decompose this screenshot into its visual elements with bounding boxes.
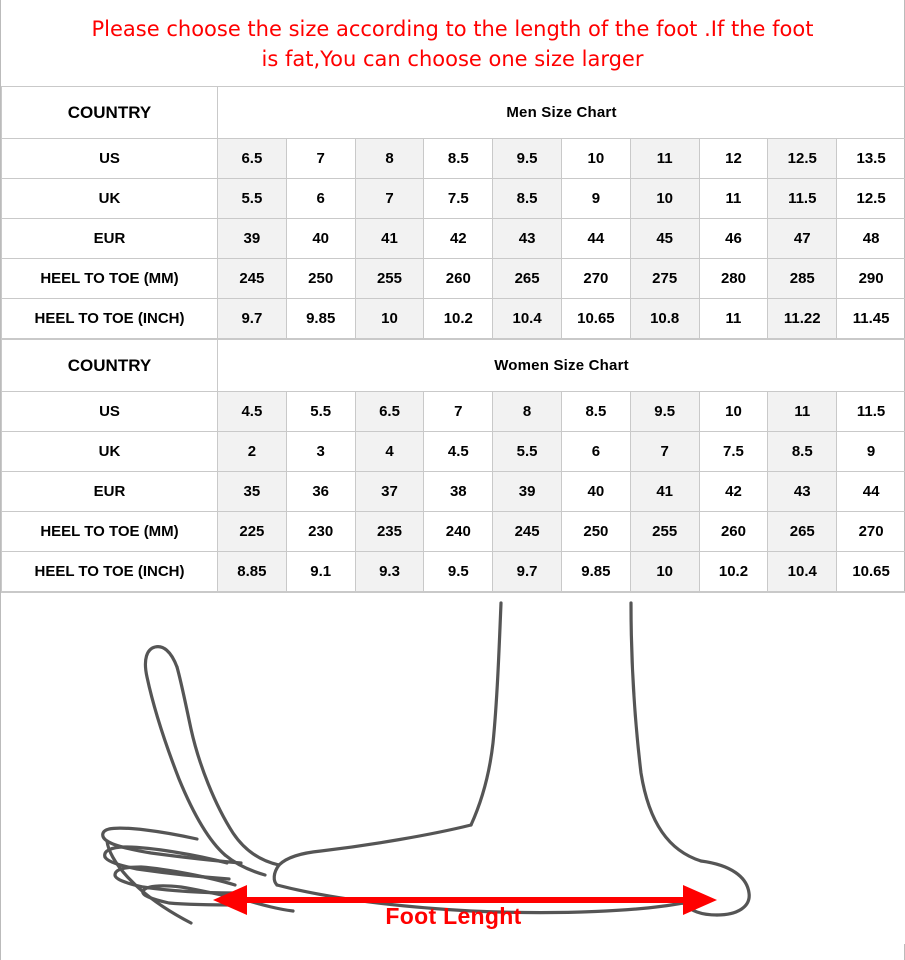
men-table-header-row: [2, 87, 905, 139]
men-mm-4: 265: [493, 259, 562, 299]
women-row-label-uk: UK: [2, 432, 218, 472]
women-uk-2: 4: [355, 432, 424, 472]
women-eur-8: 43: [768, 472, 837, 512]
men-eur-9: 48: [837, 219, 905, 259]
men-us-2: 8: [355, 139, 424, 179]
men-eur-7: 46: [699, 219, 768, 259]
men-us-1: 7: [286, 139, 355, 179]
women-us-5: 8.5: [561, 392, 630, 432]
men-inch-4: 10.4: [493, 299, 562, 339]
women-chart-title: Women Size Chart: [218, 340, 905, 392]
men-row-label-uk: UK: [2, 179, 218, 219]
men-eur-5: 44: [561, 219, 630, 259]
men-eur-6: 45: [630, 219, 699, 259]
women-us-9: 11.5: [837, 392, 905, 432]
women-mm-6: 255: [630, 512, 699, 552]
men-mm-5: 270: [561, 259, 630, 299]
women-eur-3: 38: [424, 472, 493, 512]
men-mm-1: 250: [286, 259, 355, 299]
women-uk-9: 9: [837, 432, 905, 472]
foot-sketch-icon: [1, 593, 905, 944]
women-mm-0: 225: [218, 512, 287, 552]
women-mm-1: 230: [286, 512, 355, 552]
women-uk-3: 4.5: [424, 432, 493, 472]
women-mm-8: 265: [768, 512, 837, 552]
men-us-3: 8.5: [424, 139, 493, 179]
men-eur-2: 41: [355, 219, 424, 259]
women-inch-0: 8.85: [218, 552, 287, 592]
women-eur-5: 40: [561, 472, 630, 512]
men-mm-0: 245: [218, 259, 287, 299]
men-size-table: [1, 86, 905, 339]
men-mm-3: 260: [424, 259, 493, 299]
women-us-4: 8: [493, 392, 562, 432]
table-row: [2, 472, 905, 512]
women-mm-5: 250: [561, 512, 630, 552]
men-uk-0: 5.5: [218, 179, 287, 219]
sizing-notice-line-1: Please choose the size according to the length of the foot .If the foot: [91, 17, 814, 41]
men-mm-8: 285: [768, 259, 837, 299]
men-eur-8: 47: [768, 219, 837, 259]
men-inch-1: 9.85: [286, 299, 355, 339]
women-us-1: 5.5: [286, 392, 355, 432]
women-mm-3: 240: [424, 512, 493, 552]
women-eur-9: 44: [837, 472, 905, 512]
men-mm-9: 290: [837, 259, 905, 299]
women-eur-6: 41: [630, 472, 699, 512]
men-us-5: 10: [561, 139, 630, 179]
women-row-label-heel-mm: HEEL TO TOE (MM): [2, 512, 218, 552]
men-uk-4: 8.5: [493, 179, 562, 219]
table-row: [2, 299, 905, 339]
women-inch-7: 10.2: [699, 552, 768, 592]
women-mm-2: 235: [355, 512, 424, 552]
women-uk-6: 7: [630, 432, 699, 472]
men-uk-7: 11: [699, 179, 768, 219]
men-eur-3: 42: [424, 219, 493, 259]
men-row-label-heel-mm: HEEL TO TOE (MM): [2, 259, 218, 299]
women-eur-2: 37: [355, 472, 424, 512]
men-country-label: COUNTRY: [2, 87, 218, 139]
women-inch-2: 9.3: [355, 552, 424, 592]
women-row-label-us: US: [2, 392, 218, 432]
men-row-label-heel-inch: HEEL TO TOE (INCH): [2, 299, 218, 339]
women-eur-7: 42: [699, 472, 768, 512]
women-uk-0: 2: [218, 432, 287, 472]
women-uk-5: 6: [561, 432, 630, 472]
men-us-0: 6.5: [218, 139, 287, 179]
men-row-label-eur: EUR: [2, 219, 218, 259]
table-row: [2, 512, 905, 552]
women-table-header-row: [2, 340, 905, 392]
table-row: [2, 139, 905, 179]
table-row: [2, 552, 905, 592]
women-inch-4: 9.7: [493, 552, 562, 592]
women-us-6: 9.5: [630, 392, 699, 432]
women-row-label-heel-inch: HEEL TO TOE (INCH): [2, 552, 218, 592]
women-eur-4: 39: [493, 472, 562, 512]
men-uk-9: 12.5: [837, 179, 905, 219]
women-us-7: 10: [699, 392, 768, 432]
women-inch-5: 9.85: [561, 552, 630, 592]
men-eur-4: 43: [493, 219, 562, 259]
women-uk-8: 8.5: [768, 432, 837, 472]
men-mm-7: 280: [699, 259, 768, 299]
foot-length-caption: Foot Lenght: [385, 903, 522, 929]
women-inch-8: 10.4: [768, 552, 837, 592]
women-eur-0: 35: [218, 472, 287, 512]
men-inch-0: 9.7: [218, 299, 287, 339]
men-us-9: 13.5: [837, 139, 905, 179]
men-inch-8: 11.22: [768, 299, 837, 339]
table-row: [2, 392, 905, 432]
men-inch-9: 11.45: [837, 299, 905, 339]
table-row: [2, 432, 905, 472]
women-us-2: 6.5: [355, 392, 424, 432]
men-inch-6: 10.8: [630, 299, 699, 339]
women-size-table: [1, 339, 905, 592]
men-mm-6: 275: [630, 259, 699, 299]
women-us-3: 7: [424, 392, 493, 432]
men-row-label-us: US: [2, 139, 218, 179]
men-uk-5: 9: [561, 179, 630, 219]
men-chart-title: Men Size Chart: [218, 87, 905, 139]
men-inch-5: 10.65: [561, 299, 630, 339]
sizing-notice-line-2: is fat,You can choose one size larger: [261, 47, 644, 71]
men-uk-1: 6: [286, 179, 355, 219]
men-us-6: 11: [630, 139, 699, 179]
men-us-8: 12.5: [768, 139, 837, 179]
men-inch-3: 10.2: [424, 299, 493, 339]
men-mm-2: 255: [355, 259, 424, 299]
women-mm-4: 245: [493, 512, 562, 552]
women-us-8: 11: [768, 392, 837, 432]
women-uk-4: 5.5: [493, 432, 562, 472]
women-mm-7: 260: [699, 512, 768, 552]
women-inch-6: 10: [630, 552, 699, 592]
men-inch-7: 11: [699, 299, 768, 339]
table-row: [2, 179, 905, 219]
men-eur-0: 39: [218, 219, 287, 259]
men-us-4: 9.5: [493, 139, 562, 179]
men-eur-1: 40: [286, 219, 355, 259]
women-inch-3: 9.5: [424, 552, 493, 592]
women-eur-1: 36: [286, 472, 355, 512]
sizing-notice: [1, 0, 904, 86]
women-mm-9: 270: [837, 512, 905, 552]
women-uk-1: 3: [286, 432, 355, 472]
men-uk-3: 7.5: [424, 179, 493, 219]
foot-measurement-figure: [1, 592, 905, 944]
women-inch-1: 9.1: [286, 552, 355, 592]
men-inch-2: 10: [355, 299, 424, 339]
women-uk-7: 7.5: [699, 432, 768, 472]
women-row-label-eur: EUR: [2, 472, 218, 512]
men-uk-2: 7: [355, 179, 424, 219]
table-row: [2, 219, 905, 259]
women-us-0: 4.5: [218, 392, 287, 432]
table-row: [2, 259, 905, 299]
men-uk-6: 10: [630, 179, 699, 219]
men-us-7: 12: [699, 139, 768, 179]
women-country-label: COUNTRY: [2, 340, 218, 392]
men-uk-8: 11.5: [768, 179, 837, 219]
women-inch-9: 10.65: [837, 552, 905, 592]
